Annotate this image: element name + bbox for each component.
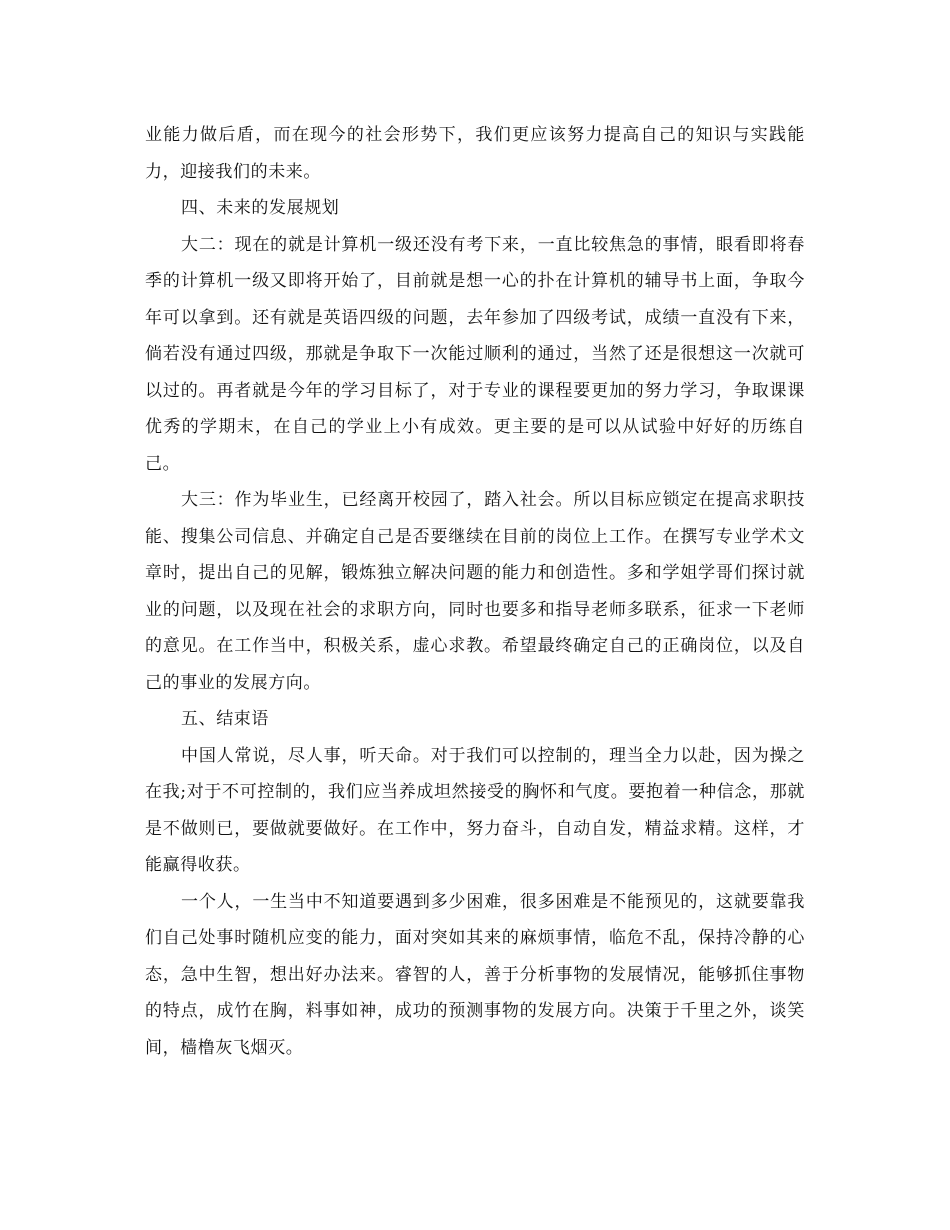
paragraph-junior-year: 大三：作为毕业生，已经离开校园了，踏入社会。所以目标应锁定在提高求职技能、搜集公司信息、并确定自己是否要继续在目前的岗位上工作。在撰写专业学术文章时，提出自己的见解，锻炼独立解决问题的能力和创造性。多和学姐学哥们探讨就业的问题，以及现在社会的求职方向，同时也要多和指导老师多联系，征求一下老师的意见。在工作当中，积极关系，虚心求教。希望最终确定自己的正确岗位，以及自己的事业的发展方向。 <box>145 490 805 693</box>
paragraph-conclusion-2: 一个人，一生当中不知道要遇到多少困难，很多困难是不能预见的，这就要靠我们自己处事时随机应变的能力，面对突如其来的麻烦事情，临危不乱，保持冷静的心态，急中生智，想出好办法来。睿智的人，善于分析事物的发展情况，能够抓住事物的特点，成竹在胸，料事如神，成功的预测事物的发展方向。决策于千里之外，谈笑间，樯橹灰飞烟灭。 <box>145 891 805 1058</box>
paragraph-continuation: 业能力做后盾，而在现今的社会形势下，我们更应该努力提高自己的知识与实践能力，迎接我们的未来。 <box>145 125 805 182</box>
paragraph-sophomore-year: 大二：现在的就是计算机一级还没有考下来，一直比较焦急的事情，眼看即将春季的计算机一级又即将开始了，目前就是想一心的扑在计算机的辅导书上面，争取今年可以拿到。还有就是英语四级的问题，去年参加了四级考试，成绩一直没有下来，倘若没有通过四级，那就是争取下一次能过顺利的通过，当然了还是很想这一次就可以过的。再者就是今年的学习目标了，对于专业的课程要更加的努力学习，争取课课优秀的学期末，在自己的学业上小有成效。更主要的是可以从试验中好好的历练自己。 <box>145 234 805 474</box>
paragraph-conclusion-1: 中国人常说，尽人事，听天命。对于我们可以控制的，理当全力以赴，因为操之在我;对于不可控制的，我们应当养成坦然接受的胸怀和气度。要抱着一种信念，那就是不做则已，要做就要做好。在工作中，努力奋斗，自动自发，精益求精。这样，才能赢得收获。 <box>145 745 805 875</box>
section-heading-future-plan: 四、未来的发展规划 <box>181 198 340 218</box>
document-body <box>145 117 805 1066</box>
section-heading-conclusion: 五、结束语 <box>181 709 269 729</box>
